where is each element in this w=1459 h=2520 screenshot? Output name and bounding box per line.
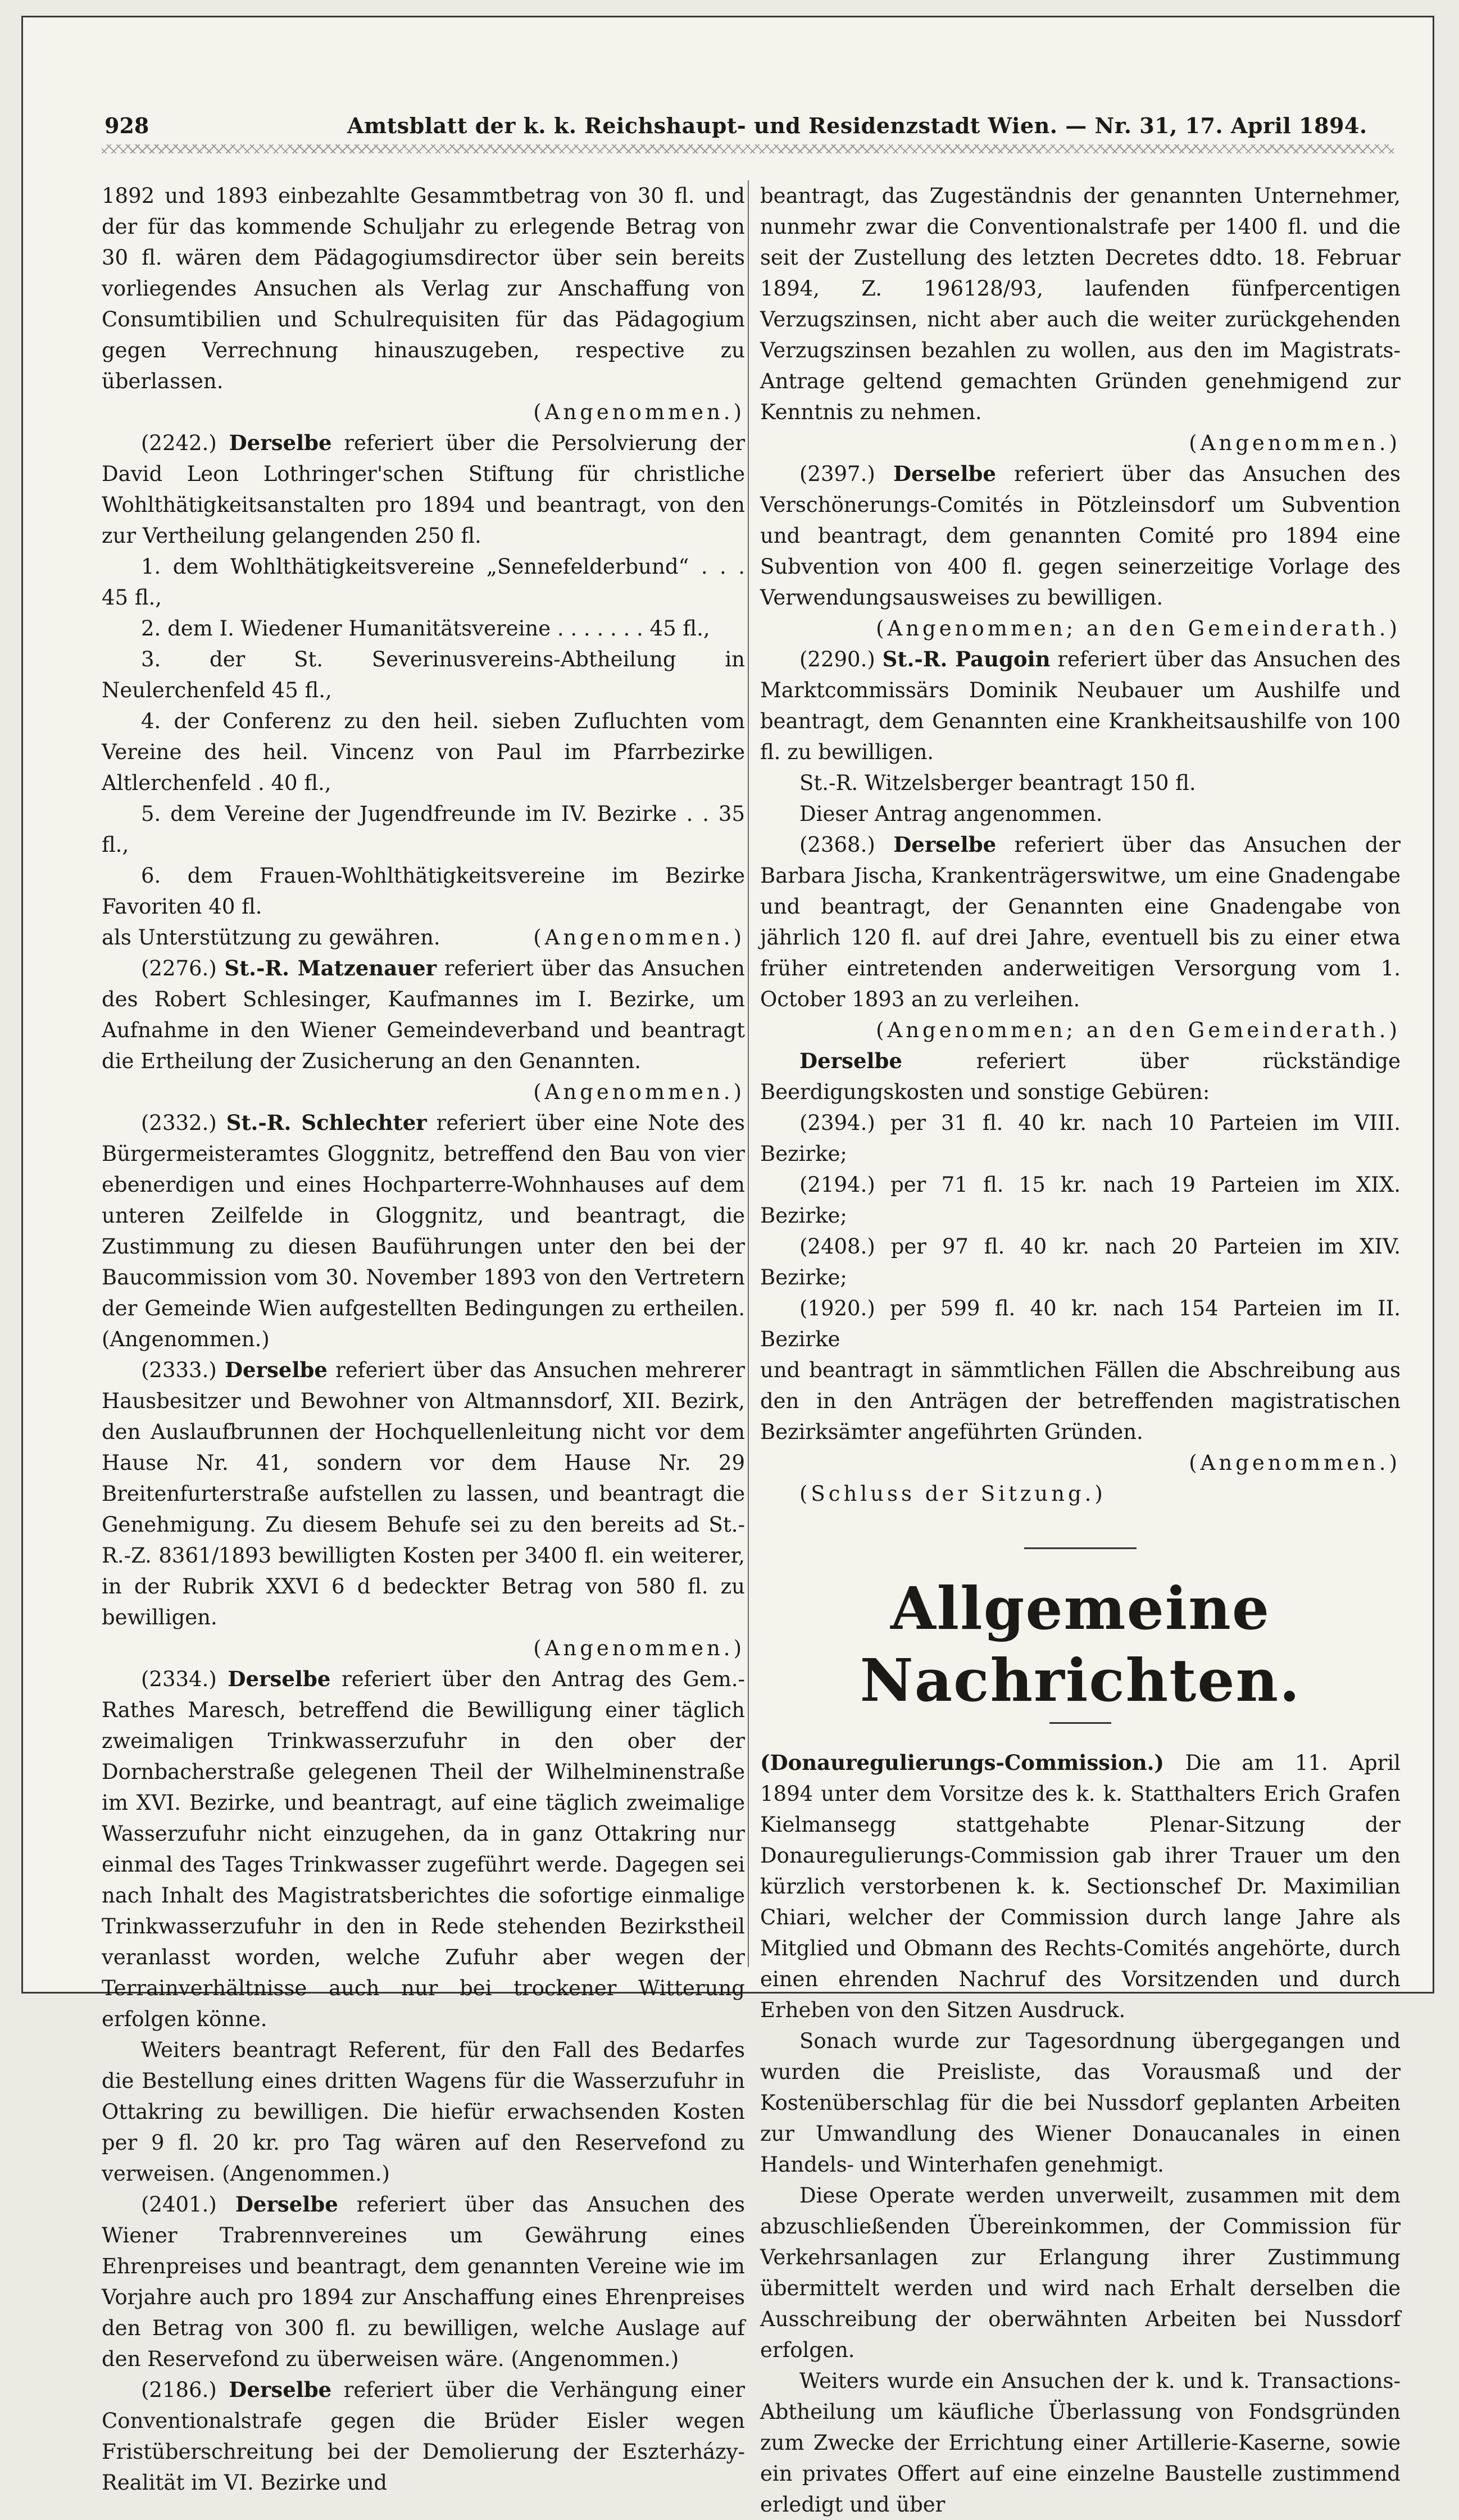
- speaker: Derselbe: [228, 1667, 331, 1691]
- speaker: Derselbe: [799, 1048, 902, 1073]
- closing-note: (Schluss der Sitzung.): [799, 1482, 1106, 1506]
- running-title: Amtsblatt der k. k. Reichshaupt- und Residenzstadt Wien. — Nr. 31, 17. April 1894.: [347, 113, 1367, 138]
- title-rule: [1049, 1722, 1111, 1724]
- news-text: Die am 11. April 1894 unter dem Vorsitze des k. k. Statthalters Erich Grafen Kielmansegg stattgehabte Plenar-Sitzung der Donauregulierungs-Commission gab ihrer Trauer um den kürzlich verstorbenen k. k. Sectionschef Dr. Maximilian Chiari, welcher der Commission durch lange Jahre als Mitglied und Obmann des Rechts-Comités angehörte, durch einen ehrenden Nachruf des Vorsitzenden und durch Erheben von den Sitzen Ausdruck.: [760, 1751, 1401, 2022]
- item-text: referiert über das Ansuchen des Robert Schlesinger, Kaufmannes im I. Bezirke, um Aufnahme in den Wiener Gemeindeverband und beantragt die Ertheilung der Zusicherung an den Genannten.: [102, 956, 746, 1073]
- paragraph: St.-R. Witzelsberger beantragt 150 fl.: [799, 771, 1196, 795]
- item-text: referiert über das Ansuchen mehrerer Hausbesitzer und Bewohner von Altmannsdorf, XII. Bezirk, den Auslaufbrunnen der Hochquellenleitung nicht vor dem Hause Nr. 41, sondern vor dem Hause Nr. 29 Breitenfurterstraße aufstellen zu lassen, und beantragt die Genehmigung. Zu diesem Behufe sei zu den bereits ad St.-R.-Z. 8361/1893 bewilligten Kosten per 3400 fl. ein weiterer, in der Rubrik XXVI 6 d bedeckter Betrag von 580 fl. zu bewilligen.: [102, 1358, 745, 1629]
- paragraph: Diese Operate werden unverweilt, zusammen mit dem abzuschließenden Übereinkommen, der Commission für Verkehrsanlagen zur Erlangung ihrer Zustimmung übermittelt werden und wird nach Erhalt derselben die Ausschreibung der oberwähnten Arbeiten bei Nussdorf erfolgen.: [760, 2183, 1401, 2362]
- resolution-note: (Angenommen; an den Gemeinderath.): [876, 616, 1401, 641]
- resolution-note: (Angenommen.): [533, 1636, 745, 1660]
- item-text: referiert über das Ansuchen des Wiener Trabrennvereines um Gewährung eines Ehrenpreises und beantragt, dem genannten Vereine wie im Vorjahre auch pro 1894 zur Anschaffung eines Ehrenpreises den Betrag von 300 fl. zu bewilligen, welche Auslage auf den Reservefond zu überweisen wäre. (Angenommen.): [102, 2192, 746, 2371]
- list-item: (2194.) per 71 fl. 15 kr. nach 19 Parteien im XIX. Bezirke;: [760, 1173, 1401, 1228]
- paragraph: beantragt, das Zugeständnis der genannten Unternehmer, nunmehr zwar die Conventionalstrafe per 1400 fl. und die seit der Zustellung des letzten Decretes ddto. 18. Februar 1894, Z. 196128/93, laufenden fünfpercentigen Verzugszinsen, nicht aber auch die weiter zurückgehenden Verzugszinsen bezahlen zu wollen, aus den im Magistrats-Antrage geltend gemachten Gründen genehmigend zur Kenntnis zu nehmen.: [760, 184, 1401, 424]
- list-item: 3. der St. Severinusvereins-Abtheilung in Neulerchenfeld 45 fl.,: [102, 647, 745, 702]
- item-text: referiert über den Antrag des Gem.-Rathes Maresch, betreffend die Bewilligung einer täglich zweimaligen Trinkwasserzufuhr in den ober der Dornbacherstraße gelegenen Theil der Wilhelminenstraße im XVI. Bezirke, und beantragt, auf eine täglich zweimalige Wasserzufuhr nicht einzugehen, da in ganz Ottakring nur einmal des Tages Trinkwasser zugeführt werde. Dagegen sei nach Inhalt des Magistratsberichtes die sofortige einmalige Trinkwasserzufuhr in den in Rede stehenden Bezirkstheil veranlasst worden, welche Zufuhr aber wegen der Terrainverhältnisse auch nur bei trockener Witterung erfolgen könne.: [102, 1667, 745, 2031]
- agenda-item: [102, 953, 745, 1077]
- paragraph: 1892 und 1893 einbezahlte Gesammtbetrag von 30 fl. und der für das kommende Schuljahr zu erlegende Betrag von 30 fl. wären dem Pädagogiumsdirector über sein bereits vorliegendes Ansuchen als Verlag zur Anschaffung von Consumtibilien und Schulrequisiten für das Pädagogium gegen Verrechnung hinauszugeben, respective zu überlassen.: [102, 184, 745, 393]
- header-wavy-rule: [102, 144, 1394, 153]
- list-item: 5. dem Vereine der Jugendfreunde im IV. Bezirke . . 35 fl.,: [102, 802, 745, 857]
- list-item: 2. dem I. Wiedener Humanitätsvereine . . . . . . . 45 fl.,: [141, 616, 710, 641]
- list-item: (2394.) per 31 fl. 40 kr. nach 10 Parteien im VIII. Bezirke;: [760, 1111, 1401, 1166]
- speaker: Derselbe: [229, 430, 332, 455]
- right-column: [760, 180, 1401, 2520]
- agenda-item: [102, 1355, 745, 1633]
- resolution-note: (Angenommen.): [533, 1080, 745, 1104]
- paragraph: Sonach wurde zur Tagesordnung übergegangen und wurden die Preisliste, das Vorausmaß und der Kostenüberschlag für die bei Nussdorf geplanten Arbeiten zur Umwandlung des Wiener Donaucanales in einen Handels- und Winterhafen genehmigt.: [760, 2029, 1401, 2177]
- item-number: (2290.): [799, 647, 875, 671]
- item-text: referiert über das Ansuchen der Barbara Jischa, Krankenträgerswitwe, um eine Gnadengabe und beantragt, der Genannten eine Gnadengabe von jährlich 120 fl. auf drei Jahre, eventuell bis zu einer etwa früher eintretenden anderweitigen Versorgung vom 1. October 1893 an zu verleihen.: [760, 833, 1401, 1011]
- speaker: Derselbe: [229, 2377, 332, 2402]
- column-divider: [748, 180, 749, 1967]
- news-heading: (Donauregulierungs-Commission.): [760, 1750, 1165, 1775]
- agenda-item: [102, 1107, 745, 1355]
- agenda-item: [102, 1664, 745, 2035]
- page-number: 928: [104, 113, 149, 138]
- speaker: Derselbe: [893, 832, 997, 857]
- paragraph: Weiters beantragt Referent, für den Fall des Bedarfes die Bestellung eines dritten Wagens für die Wasserzufuhr in Ottakring zu bewilligen. Die hiefür erwachsenden Kosten per 9 fl. 20 kr. pro Tag wären auf den Reservefond zu verweisen. (Angenommen.): [102, 2038, 745, 2186]
- resolution-note: (Angenommen.): [1189, 1451, 1401, 1475]
- speaker: St.-R. Paugoin: [882, 647, 1051, 671]
- list-item: 6. dem Frauen-Wohlthätigkeitsvereine im Bezirke Favoriten 40 fl.: [102, 864, 745, 919]
- speaker: St.-R. Schlechter: [226, 1110, 427, 1135]
- item-text: als Unterstützung zu gewähren.: [102, 925, 440, 950]
- speaker: Derselbe: [235, 2192, 338, 2217]
- paragraph: und beantragt in sämmtlichen Fällen die Abschreibung aus den in den Anträgen der betreffenden magistratischen Bezirksämter angeführten Gründen.: [760, 1358, 1401, 1444]
- resolution-note: (Angenommen.): [1189, 431, 1401, 455]
- paragraph: Dieser Antrag angenommen.: [799, 802, 1103, 826]
- item-number: (2186.): [141, 2378, 217, 2402]
- agenda-item: [760, 829, 1401, 1015]
- item-number: (2276.): [141, 956, 217, 980]
- agenda-item: [102, 428, 745, 551]
- agenda-item: [760, 458, 1401, 613]
- news-item: [760, 1747, 1401, 2026]
- speaker: St.-R. Matzenauer: [224, 956, 437, 980]
- resolution-note: (Angenommen.): [533, 925, 745, 950]
- item-text: referiert über eine Note des Bürgermeisteramtes Gloggnitz, betreffend den Bau von vier ebenerdigen und eines Hochparterre-Wohnhauses auf dem unteren Zeilfelde in Gloggnitz, und beantragt, die Zustimmung zu diesen Bauführungen unter den bei der Baucommission vom 30. November 1893 von den Vertretern der Gemeinde Wien aufgestellten Bedingungen zu ertheilen. (Angenommen.): [102, 1111, 745, 1351]
- item-text: referiert über das Ansuchen des Verschönerungs-Comités in Pötzleinsdorf um Subvention und beantragt, dem genannten Comité pro 1894 eine Subvention von 400 fl. gegen seinerzeitige Vorlage des Verwendungsausweises zu bewilligen.: [760, 462, 1401, 610]
- list-item: 1. dem Wohlthätigkeitsvereine „Sennefelderbund“ . . . 45 fl.,: [102, 555, 745, 610]
- agenda-item: [760, 644, 1401, 768]
- agenda-item: [102, 2189, 745, 2374]
- item-number: (2368.): [799, 833, 875, 857]
- speaker: Derselbe: [893, 461, 996, 486]
- speaker: Derselbe: [224, 1357, 328, 1382]
- item-text: referiert über das Ansuchen des Marktcommissärs Dominik Neubauer um Aushilfe und beantragt, dem Genannten eine Krankheitsaushilfe von 100 fl. zu bewilligen.: [760, 647, 1401, 764]
- item-number: (2334.): [141, 1667, 217, 1691]
- resolution-note: (Angenommen.): [533, 400, 745, 424]
- resolution-note: (Angenommen; an den Gemeinderath.): [876, 1018, 1401, 1042]
- item-text: referiert über die Verhängung einer Conventionalstrafe gegen die Brüder Eisler wegen Fristüberschreitung bei der Demolierung der Eszterházy-Realität im VI. Bezirke und: [102, 2378, 745, 2495]
- item-number: (2333.): [141, 1358, 217, 1382]
- item-number: (2401.): [141, 2192, 217, 2217]
- left-column: [102, 180, 745, 2498]
- paragraph: Weiters wurde ein Ansuchen der k. und k. Transactions-Abtheilung um käufliche Überlassung von Fondsgründen zum Zwecke der Errichtung einer Artillerie-Kaserne, sowie ein privates Offert auf eine einzelne Baustelle zustimmend erledigt und über: [760, 2369, 1401, 2517]
- item-number: (2332.): [141, 1111, 217, 1135]
- list-item: (2408.) per 97 fl. 40 kr. nach 20 Parteien im XIV. Bezirke;: [760, 1234, 1401, 1289]
- agenda-item: [760, 1046, 1401, 1107]
- newspaper-page: [21, 16, 1434, 2517]
- paragraph: [102, 922, 745, 953]
- section-separator: [1024, 1547, 1137, 1549]
- list-item: 4. der Conferenz zu den heil. sieben Zufluchten vom Vereine des heil. Vincenz von Paul im Pfarrbezirke Altlerchenfeld . 40 fl.,: [102, 709, 745, 795]
- item-number: (2397.): [799, 462, 875, 486]
- list-item: (1920.) per 599 fl. 40 kr. nach 154 Parteien im II. Bezirke: [760, 1296, 1401, 1351]
- item-text: referiert über rückständige Beerdigungskosten und sonstige Gebüren:: [760, 1049, 1401, 1104]
- item-number: (2242.): [141, 431, 217, 455]
- agenda-item: [102, 2374, 745, 2498]
- section-title: Allgemeine Nachrichten.: [860, 1574, 1301, 1715]
- item-text: referiert über die Persolvierung der David Leon Lothringer'schen Stiftung für christliche Wohlthätigkeitsanstalten pro 1894 und beantragt, von den zur Vertheilung gelangenden 250 fl.: [102, 431, 746, 548]
